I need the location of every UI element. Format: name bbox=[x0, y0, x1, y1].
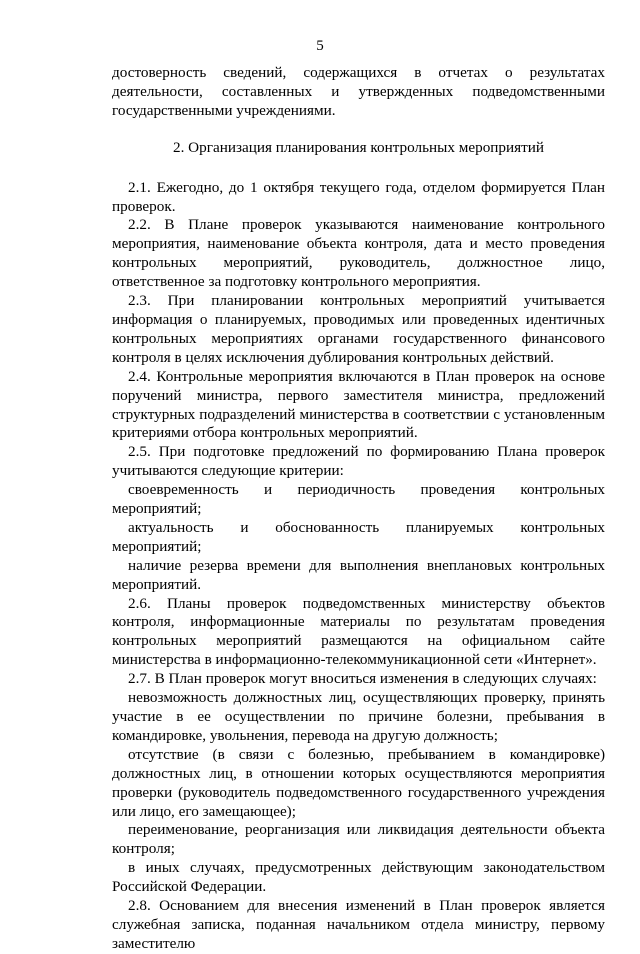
case-item-absence: отсутствие (в связи с болезнью, пребыванием в командировке) должностных лиц, в отношении которых осуществляются мероприятия проверки (руководитель подведомственного государственного учреждения или лицо, его замещающее); bbox=[112, 745, 605, 820]
criteria-item-reserve: наличие резерва времени для выполнения внеплановых контрольных мероприятий. bbox=[112, 556, 605, 593]
intro-paragraph: достоверность сведений, содержащихся в отчетах о результатах деятельности, составленных и утвержденных подведомственными государственными учреждениями. bbox=[112, 64, 605, 119]
paragraph-2-6: 2.6. Планы проверок подведомственных министерству объектов контроля, информационные материалы по результатам проведения контрольных мероприятий размещаются на официальном сайте министерства в информационно-телекоммуникационной сети «Интернет». bbox=[112, 594, 605, 669]
case-item-other: в иных случаях, предусмотренных действующим законодательством Российской Федерации. bbox=[112, 859, 605, 896]
paragraph-2-1: 2.1. Ежегодно, до 1 октября текущего года, отделом формируется План проверок. bbox=[112, 178, 605, 215]
paragraph-2-4: 2.4. Контрольные мероприятия включаются в План проверок на основе поручений министра, первого заместителя министра, предложений структурных подразделений министерства в соответствии с установленным критериями отбора контрольных мероприятий. bbox=[112, 367, 605, 442]
page-number: 5 bbox=[316, 38, 324, 54]
document-body bbox=[112, 64, 605, 954]
paragraph-2-8: 2.8. Основанием для внесения изменений в План проверок является служебная записка, поданная начальником отдела министру, первому заместителю bbox=[112, 897, 605, 952]
section-heading: 2. Организация планирования контрольных мероприятий bbox=[172, 138, 545, 156]
paragraph-2-2: 2.2. В Плане проверок указываются наименование контрольного мероприятия, наименование объекта контроля, дата и место проведения контрольных мероприятий, руководитель, должностное лицо, ответственное за подготовку контрольного мероприятия. bbox=[112, 216, 605, 291]
paragraph-2-5: 2.5. При подготовке предложений по формированию Плана проверок учитываются следующие критерии: bbox=[112, 443, 605, 480]
case-item-inability: невозможность должностных лиц, осуществляющих проверку, принять участие в ее осуществлении по причине болезни, пребывания в командировке, увольнения, перевода на другую должность; bbox=[112, 689, 605, 744]
criteria-item-timeliness: своевременность и периодичность проведения контрольных мероприятий; bbox=[112, 481, 605, 518]
case-item-reorganization: переименование, реорганизация или ликвидация деятельности объекта контроля; bbox=[112, 821, 605, 858]
paragraph-2-7: 2.7. В План проверок могут вноситься изменения в следующих случаях: bbox=[128, 670, 597, 688]
criteria-item-relevance: актуальность и обоснованность планируемых контрольных мероприятий; bbox=[112, 518, 605, 555]
paragraph-2-3: 2.3. При планировании контрольных мероприятий учитывается информация о планируемых, проводимых или проведенных идентичных контрольных мероприятиях органами государственного финансового контроля в целях исключения дублирования контрольных действий. bbox=[112, 292, 605, 366]
